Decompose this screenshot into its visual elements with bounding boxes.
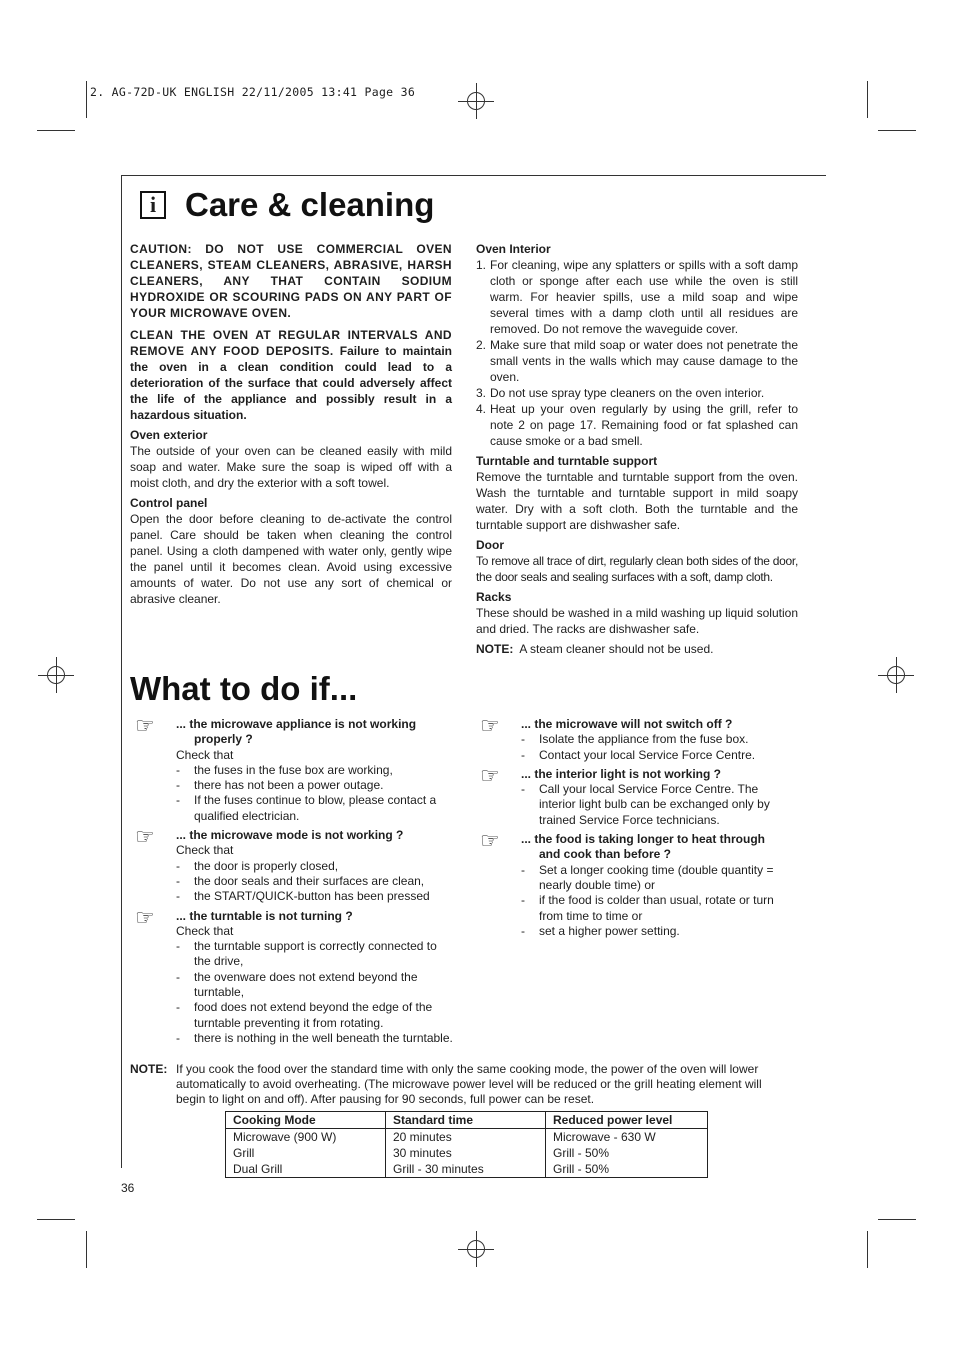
troubleshoot-item — [131, 713, 453, 824]
check-that-label: Check that — [176, 747, 234, 762]
table-cell: 20 minutes — [386, 1129, 546, 1146]
column-header: Cooking Mode — [226, 1112, 386, 1129]
list-item: 4. Heat up your oven regularly by using the grill, refer to note 2 on page 17. Remaining food or fat splashed can cause smoke or a bad smell. — [476, 402, 798, 448]
oven-interior-list — [476, 257, 798, 449]
control-panel-text: Open the door before cleaning to de-activate the control panel. Care should be taken when cleaning the control panel. Using a cloth dampened with water only, gently wipe the panel until it becomes clean. Avoid using excessive amounts of water. Do not use any sort of chemical or abrasive cleaner. — [130, 512, 452, 606]
page-number: 36 — [121, 1181, 135, 1195]
turntable-text: Remove the turntable and turntable support from the oven. Wash the turntable and turntable support in mild soapy water. Dry with a soft cloth. Both the turntable and the turntable support are dishwasher safe. — [476, 470, 798, 532]
problem-question: ... the microwave appliance is not working properly ? — [176, 717, 417, 747]
clean-instruction — [130, 327, 452, 423]
table-row — [226, 1161, 708, 1178]
column-header: Standard time — [386, 1112, 546, 1129]
check-list — [176, 763, 453, 824]
care-left-column — [130, 241, 452, 607]
pointing-hand-icon: ☞ — [480, 713, 500, 738]
list-item: - food does not extend beyond the edge of the turntable preventing it from rotating. — [176, 1000, 453, 1031]
section-title-what-to-do: What to do if... — [130, 670, 358, 707]
problem-question: ... the interior light is not working ? — [521, 766, 721, 781]
table-header-row — [226, 1112, 708, 1129]
print-slug: 2. AG-72D-UK ENGLISH 22/11/2005 13:41 Page 36 — [90, 85, 416, 99]
note-label: NOTE: — [476, 642, 514, 656]
table-cell: Grill - 50% — [546, 1161, 708, 1178]
oven-exterior-text: The outside of your oven can be cleaned easily with mild soap and water. Make sure the soap is wiped off with a moist cloth, and dry the exterior with a soft towel. — [130, 444, 452, 490]
troubleshoot-item — [476, 828, 798, 939]
list-item: - Contact your local Service Force Centre. — [521, 748, 798, 763]
door-heading: Door — [476, 538, 504, 552]
list-item: - set a higher power setting. — [521, 924, 798, 939]
table-cell: Grill - 50% — [546, 1145, 708, 1161]
turntable-heading: Turntable and turntable support — [476, 454, 658, 468]
check-list — [521, 732, 798, 763]
registration-mark — [458, 83, 494, 119]
section-title-care: Care & cleaning — [185, 186, 435, 223]
check-list — [521, 863, 798, 939]
table-row — [226, 1145, 708, 1161]
list-item: - there is nothing in the well beneath the turntable. — [176, 1031, 453, 1046]
list-item: 2. Make sure that mild soap or water does not penetrate the small vents in the walls which may cause damage to the oven. — [476, 338, 798, 384]
page-frame-left — [121, 175, 122, 1168]
note-text: A steam cleaner should not be used. — [519, 642, 714, 656]
door-text: To remove all trace of dirt, regularly clean both sides of the door, the door seals and sealing surfaces with a soft, damp cloth. — [476, 554, 798, 584]
overheat-note — [130, 1062, 770, 1107]
clean-instruction-caps: CLEAN THE OVEN AT REGULAR INTERVALS AND REMOVE ANY FOOD DEPOSITS. — [130, 328, 452, 358]
crop-mark — [86, 1231, 87, 1268]
list-item: - the ovenware does not extend beyond the turntable, — [176, 970, 453, 1001]
problem-question: ... the food is taking longer to heat through and cook than before ? — [521, 832, 765, 862]
crop-mark — [37, 1219, 75, 1220]
crop-mark — [867, 1231, 868, 1268]
note-label: NOTE: — [130, 1062, 168, 1076]
crop-mark — [878, 1219, 916, 1220]
table-cell: Grill - 30 minutes — [386, 1161, 546, 1178]
crop-mark — [878, 130, 916, 131]
table-cell: Microwave (900 W) — [233, 1130, 337, 1144]
troubleshoot-item — [131, 904, 453, 1047]
crop-mark — [867, 81, 868, 118]
list-item: - Set a longer cooking time (double quantity = nearly double time) or — [521, 863, 798, 894]
list-item: - the fuses in the fuse box are working, — [176, 763, 453, 778]
list-item: - Isolate the appliance from the fuse box. — [521, 732, 798, 747]
note-text: If you cook the food over the standard time with only the same cooking mode, the power of the oven will lower automatically to avoid overheating. (The microwave power level will be reduced or the grill heating element will begin to light on and off). After pausing for 90 seconds, full power can be reset. — [176, 1062, 762, 1106]
racks-text: These should be washed in a mild washing up liquid solution and dried. The racks are dishwasher safe. — [476, 606, 798, 636]
table-cell: Grill — [233, 1146, 255, 1160]
clean-instruction-rest: Failure to maintain the oven in a clean condition could lead to a deterioration of the surface that could adversely affect the life of the appliance and possibly result in a hazardous situation. — [130, 344, 452, 422]
pointing-hand-icon: ☞ — [135, 824, 155, 850]
cooking-mode-table — [225, 1111, 708, 1178]
list-item: - Call your local Service Force Centre. The interior light bulb can be exchanged only by trained Service Force technicians. — [521, 782, 798, 828]
care-right-column — [476, 241, 798, 657]
troubleshoot-item — [131, 824, 453, 904]
check-that-label: Check that — [176, 923, 234, 938]
list-item: 1. For cleaning, wipe any splatters or spills with a soft damp cloth or sponge after each use while the oven is still warm. For heavier spills, use a mild soap and wipe several times with a damp cloth until all residues are removed. Do not remove the waveguide cover. — [476, 258, 798, 336]
list-item: - the door seals and their surfaces are clean, — [176, 874, 453, 889]
registration-mark — [458, 1231, 494, 1267]
crop-mark — [86, 81, 87, 118]
problem-question: ... the turntable is not turning ? — [176, 908, 353, 923]
table-cell: 30 minutes — [386, 1145, 546, 1161]
crop-mark — [37, 130, 75, 131]
column-header: Reduced power level — [546, 1112, 708, 1129]
list-item: - the turntable support is correctly connected to the drive, — [176, 939, 453, 970]
list-item: - there has not been a power outage. — [176, 778, 453, 793]
info-icon: i — [140, 191, 166, 219]
troubleshoot-item — [476, 713, 798, 763]
pointing-hand-icon: ☞ — [135, 713, 155, 738]
problem-question: ... the microwave will not switch off ? — [521, 717, 733, 731]
oven-interior-heading: Oven Interior — [476, 242, 551, 256]
list-item: - the START/QUICK-button has been pressed — [176, 889, 453, 904]
troubleshoot-right-column — [476, 713, 798, 939]
check-list — [176, 859, 453, 905]
list-item: - if the food is colder than usual, rotate or turn from time to time or — [521, 893, 798, 924]
oven-exterior-heading: Oven exterior — [130, 428, 208, 442]
care-note — [476, 641, 798, 657]
check-list — [176, 939, 453, 1046]
registration-mark — [878, 657, 914, 693]
caution-text: CAUTION: DO NOT USE COMMERCIAL OVEN CLEANERS, STEAM CLEANERS, ABRASIVE, HARSH CLEANERS, ANY THAT CONTAIN SODIUM HYDROXIDE OR SCOURING PADS ON ANY PART OF YOUR MICROWAVE OVEN. — [130, 242, 452, 320]
check-that-label: Check that — [176, 843, 234, 858]
troubleshoot-left-column — [131, 713, 453, 1046]
problem-question: ... the microwave mode is not working ? — [176, 828, 404, 843]
page-frame-top — [121, 175, 826, 176]
pointing-hand-icon: ☞ — [135, 904, 155, 930]
racks-heading: Racks — [476, 590, 512, 604]
list-item: - the door is properly closed, — [176, 859, 453, 874]
troubleshoot-item — [476, 762, 798, 828]
list-item: - If the fuses continue to blow, please contact a qualified electrician. — [176, 793, 453, 824]
table-row — [226, 1129, 708, 1146]
list-item: 3. Do not use spray type cleaners on the oven interior. — [476, 386, 765, 400]
control-panel-heading: Control panel — [130, 496, 208, 510]
check-list — [521, 782, 798, 828]
table-cell: Microwave - 630 W — [546, 1129, 708, 1146]
table-cell: Dual Grill — [233, 1162, 283, 1176]
pointing-hand-icon: ☞ — [480, 762, 500, 788]
registration-mark — [38, 657, 74, 693]
pointing-hand-icon: ☞ — [480, 828, 500, 854]
